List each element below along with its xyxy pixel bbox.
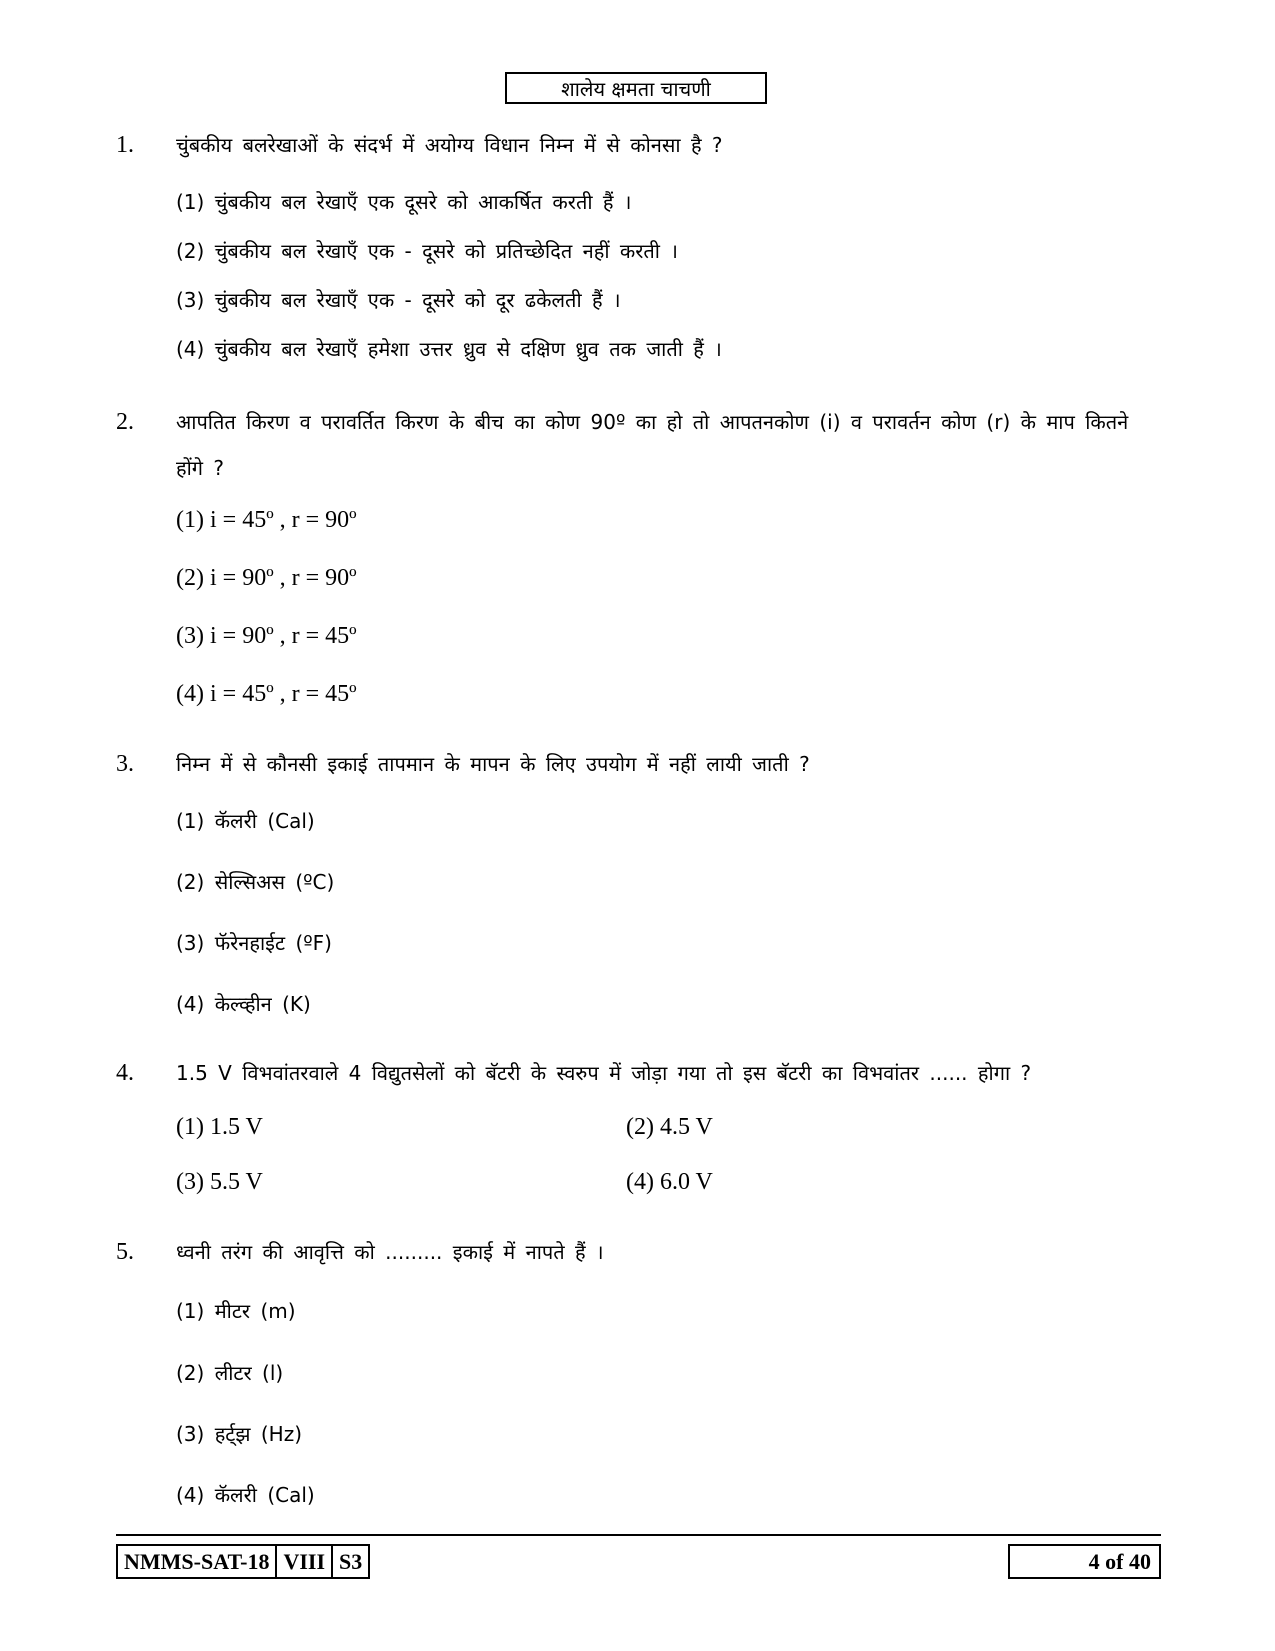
question-number: 1. bbox=[116, 132, 134, 158]
option[interactable]: (3) फॅरेनहाईट (ºF) bbox=[176, 931, 332, 955]
option[interactable]: (2) i = 90º , r = 90º bbox=[176, 565, 357, 591]
option[interactable]: (3) i = 90º , r = 45º bbox=[176, 623, 357, 649]
option[interactable]: (3) 5.5 V bbox=[176, 1169, 263, 1195]
option[interactable]: (4) चुंबकीय बल रेखाएँ हमेशा उत्तर ध्रुव से दक्षिण ध्रुव तक जाती हैं । bbox=[176, 337, 722, 361]
option[interactable]: (1) चुंबकीय बल रेखाएँ एक दूसरे को आकर्षित करती हैं । bbox=[176, 190, 632, 214]
question-text: आपतित किरण व परावर्तित किरण के बीच का कोण 90º का हो तो आपतनकोण (i) व परावर्तन कोण (r) के माप कितने होंगे ? bbox=[176, 410, 1129, 480]
page-number: 4 of 40 bbox=[1008, 1544, 1161, 1579]
option[interactable]: (2) सेल्सिअस (ºC) bbox=[176, 870, 335, 894]
question-number: 5. bbox=[116, 1239, 134, 1265]
question-text: चुंबकीय बलरेखाओं के संदर्भ में अयोग्य विधान निम्न में से कोनसा है ? bbox=[176, 133, 723, 157]
option[interactable]: (2) लीटर (l) bbox=[176, 1361, 284, 1385]
footer-code-box bbox=[116, 1544, 370, 1579]
class-label: VIII bbox=[277, 1546, 333, 1577]
option[interactable]: (3) हर्ट्झ (Hz) bbox=[176, 1422, 303, 1446]
option[interactable]: (2) चुंबकीय बल रेखाएँ एक - दूसरे को प्रतिच्छेदित नहीं करती । bbox=[176, 239, 678, 263]
question-text: निम्न में से कौनसी इकाई तापमान के मापन के लिए उपयोग में नहीं लायी जाती ? bbox=[176, 752, 810, 776]
option[interactable]: (3) चुंबकीय बल रेखाएँ एक - दूसरे को दूर ढकेलती हैं । bbox=[176, 288, 621, 312]
exam-code: NMMS-SAT-18 bbox=[118, 1546, 277, 1577]
question-number: 2. bbox=[116, 409, 134, 435]
option[interactable]: (4) केल्व्हीन (K) bbox=[176, 992, 311, 1016]
footer-divider bbox=[116, 1534, 1161, 1536]
option[interactable]: (4) 6.0 V bbox=[626, 1169, 713, 1195]
option[interactable]: (1) कॅलरी (Cal) bbox=[176, 809, 315, 833]
page-header-title: शालेय क्षमता चाचणी bbox=[505, 72, 767, 104]
option[interactable]: (1) मीटर (m) bbox=[176, 1299, 296, 1323]
option[interactable]: (2) 4.5 V bbox=[626, 1114, 713, 1140]
question-number: 3. bbox=[116, 751, 134, 777]
question-number: 4. bbox=[116, 1060, 134, 1086]
option[interactable]: (1) i = 45º , r = 90º bbox=[176, 507, 357, 533]
question-text: 1.5 V विभवांतरवाले 4 विद्युतसेलों को बॅटरी के स्वरुप में जोड़ा गया तो इस बॅटरी का विभवांतर ...... होगा ? bbox=[176, 1061, 1032, 1085]
option[interactable]: (1) 1.5 V bbox=[176, 1114, 263, 1140]
option[interactable]: (4) कॅलरी (Cal) bbox=[176, 1483, 315, 1507]
question-text: ध्वनी तरंग की आवृत्ति को ......... इकाई में नापते हैं । bbox=[176, 1240, 604, 1264]
set-label: S3 bbox=[339, 1548, 363, 1574]
option[interactable]: (4) i = 45º , r = 45º bbox=[176, 681, 357, 707]
